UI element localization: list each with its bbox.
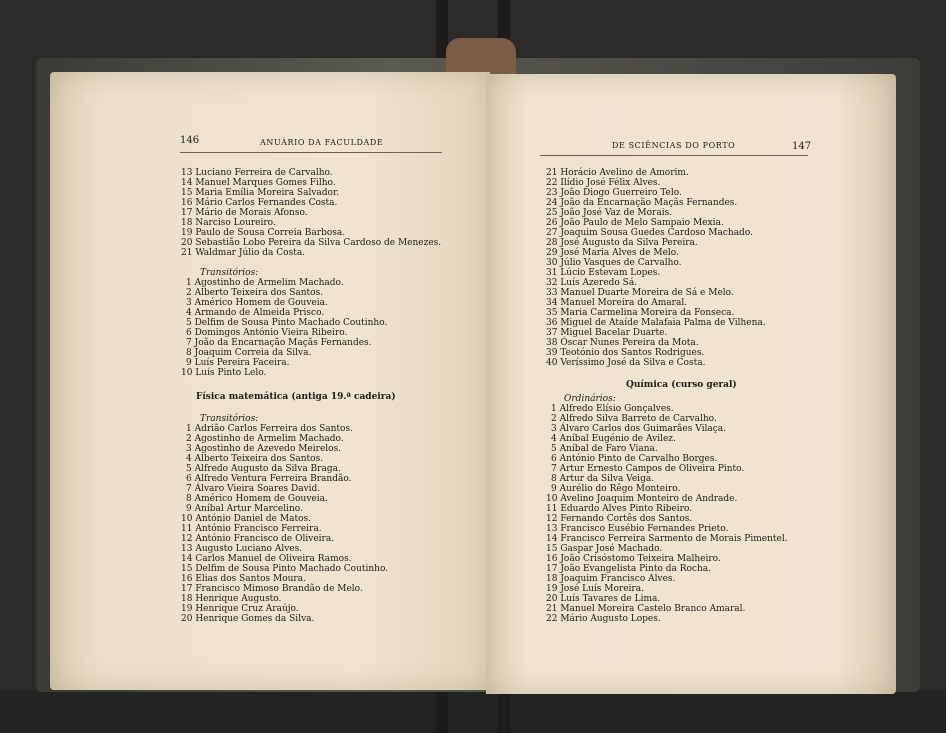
running-title: DE SCIÊNCIAS DO PORTO <box>612 141 736 150</box>
list-item: 5 Aníbal de Faro Viana. <box>551 444 658 454</box>
list-item: 10 António Daniel de Matos. <box>181 514 311 524</box>
list-item: 6 Alfredo Ventura Ferreira Brandão. <box>186 474 352 484</box>
list-item: 10 Avelino Joaquim Monteiro de Andrade. <box>546 494 738 504</box>
list-item: 8 Artur da Silva Veiga. <box>551 474 655 484</box>
list-item: 8 Américo Homem de Gouveia. <box>186 494 328 504</box>
list-item: 3 Álvaro Carlos dos Guimarães Vilaça. <box>551 424 726 434</box>
right-page <box>486 74 896 694</box>
list-item: 21 Manuel Moreira Castelo Branco Amaral. <box>546 604 746 614</box>
list-item: 4 Alberto Teixeira dos Santos. <box>186 454 324 464</box>
section-heading: Química (curso geral) <box>626 380 737 390</box>
list-item: 19 Henrique Cruz Araújo. <box>181 604 299 614</box>
list-item: 17 Mário de Morais Afonso. <box>181 208 308 218</box>
list-item: 37 Miguel Bacelar Duarte. <box>546 328 668 338</box>
list-item: 19 Paulo de Sousa Correia Barbosa. <box>181 228 346 238</box>
list-item: 36 Miguel de Ataíde Malafaia Palma de Vilhena. <box>546 318 766 328</box>
list-item: 8 Joaquim Correia da Silva. <box>186 348 312 358</box>
list-item: 19 José Luís Moreira. <box>546 584 644 594</box>
list-item: 4 Armando de Almeida Prisco. <box>186 308 325 318</box>
list-item: 18 Joaquim Francisco Alves. <box>546 574 676 584</box>
list-item: 39 Teotónio dos Santos Rodrigues. <box>546 348 705 358</box>
list-item: 2 Agostinho de Armelim Machado. <box>186 434 344 444</box>
list-item: 22 Mário Augusto Lopes. <box>546 614 661 624</box>
list-item: 10 Luís Pinto Lelo. <box>181 368 267 378</box>
page-number: 147 <box>792 141 812 152</box>
list-item: 9 Aurélio do Rêgo Monteiro. <box>551 484 681 494</box>
list-item: 40 Veríssimo José da Silva e Costa. <box>546 358 706 368</box>
list-item: 2 Alfredo Silva Barreto de Carvalho. <box>551 414 717 424</box>
list-item: 38 Óscar Nunes Pereira da Mota. <box>546 338 699 348</box>
list-item: 34 Manuel Moreira do Amaral. <box>546 298 688 308</box>
list-item: 12 António Francisco de Oliveira. <box>181 534 335 544</box>
left-page <box>50 72 490 690</box>
list-item: 11 Eduardo Alves Pinto Ribeiro. <box>546 504 693 514</box>
list-item: 18 Henrique Augusto. <box>181 594 282 604</box>
running-title: ANUÁRIO DA FACULDADE <box>260 138 384 147</box>
list-item: 20 Sebastião Lobo Pereira da Silva Cardoso de Menezes. <box>181 238 442 248</box>
list-item: 4 Aníbal Eugénio de Avilez. <box>551 434 676 444</box>
list-item: 1 Alfredo Elísio Gonçalves. <box>551 404 674 414</box>
page-number: 146 <box>180 135 200 146</box>
list-item: 16 Mário Carlos Fernandes Costa. <box>181 198 338 208</box>
list-item: 13 Luciano Ferreira de Carvalho. <box>181 168 333 178</box>
list-item: 28 José Augusto da Silva Pereira. <box>546 238 698 248</box>
list-item: 15 Delfim de Sousa Pinto Machado Coutinho. <box>181 564 389 574</box>
subsection-label: Transitórios: <box>200 268 259 278</box>
list-item: 14 Manuel Marques Gomes Filho. <box>181 178 336 188</box>
header-rule <box>180 152 442 153</box>
list-item: 1 Adrião Carlos Ferreira dos Santos. <box>186 424 353 434</box>
list-item: 12 Fernando Cortês dos Santos. <box>546 514 693 524</box>
list-item: 21 Waldmar Júlio da Costa. <box>181 248 306 258</box>
list-item: 2 Alberto Teixeira dos Santos. <box>186 288 324 298</box>
list-item: 14 Francisco Ferreira Sarmento de Morais Pimentel. <box>546 534 788 544</box>
list-item: 29 José Maria Alves de Melo. <box>546 248 679 258</box>
list-item: 15 Maria Emília Moreira Salvador. <box>181 188 340 198</box>
list-item: 7 Álvaro Vieira Soares David. <box>186 484 321 494</box>
list-item: 3 Agostinho de Azevedo Meirelos. <box>186 444 342 454</box>
list-item: 9 Aníbal Artur Marcelino. <box>186 504 303 514</box>
table-surface <box>0 690 946 733</box>
list-item: 31 Lúcio Estevam Lopes. <box>546 268 661 278</box>
list-item: 14 Carlos Manuel de Oliveira Ramos. <box>181 554 352 564</box>
list-item: 20 Luís Tavares de Lima. <box>546 594 661 604</box>
list-item: 6 Domingos António Vieira Ribeiro. <box>186 328 348 338</box>
list-item: 3 Américo Homem de Gouveia. <box>186 298 328 308</box>
list-item: 13 Francisco Eusébio Fernandes Prieto. <box>546 524 729 534</box>
list-item: 30 Júlio Vasques de Carvalho. <box>546 258 682 268</box>
list-item: 26 João Paulo de Melo Sampaio Mexia. <box>546 218 724 228</box>
list-item: 20 Henrique Gomes da Silva. <box>181 614 315 624</box>
subsection-label: Transitórios: <box>200 414 259 424</box>
list-item: 23 João Diogo Guerreiro Telo. <box>546 188 682 198</box>
list-item: 35 Maria Carmelina Moreira da Fonseca. <box>546 308 735 318</box>
header-rule <box>540 155 808 156</box>
list-item: 5 Delfim de Sousa Pinto Machado Coutinho. <box>186 318 388 328</box>
section-heading: Física matemática (antiga 19.ª cadeira) <box>196 392 396 402</box>
list-item: 27 Joaquim Sousa Guedes Cardoso Machado. <box>546 228 753 238</box>
list-item: 13 Augusto Luciano Alves. <box>181 544 303 554</box>
list-item: 18 Narciso Loureiro. <box>181 218 276 228</box>
list-item: 5 Alfredo Augusto da Silva Braga. <box>186 464 341 474</box>
list-item: 1 Agostinho de Armelim Machado. <box>186 278 344 288</box>
list-item: 21 Horácio Avelino de Amorim. <box>546 168 689 178</box>
list-item: 7 João da Encarnação Maçãs Fernandes. <box>186 338 372 348</box>
list-item: 9 Luís Pereira Faceira. <box>186 358 290 368</box>
list-item: 16 João Crisóstomo Teixeira Malheiro. <box>546 554 721 564</box>
list-item: 32 Luís Azeredo Sá. <box>546 278 638 288</box>
list-item: 6 António Pinto de Carvalho Borges. <box>551 454 718 464</box>
list-item: 17 João Evangelista Pinto da Rocha. <box>546 564 711 574</box>
subsection-label: Ordinários: <box>564 394 616 404</box>
list-item: 24 João da Encarnação Maçãs Fernandes. <box>546 198 738 208</box>
list-item: 7 Artur Ernesto Campos de Oliveira Pinto. <box>551 464 745 474</box>
list-item: 15 Gaspar José Machado. <box>546 544 663 554</box>
list-item: 33 Manuel Duarte Moreira de Sá e Melo. <box>546 288 734 298</box>
list-item: 11 António Francisco Ferreira. <box>181 524 322 534</box>
list-item: 22 Ilídio José Félix Alves. <box>546 178 661 188</box>
list-item: 25 João José Vaz de Morais. <box>546 208 673 218</box>
list-item: 16 Elias dos Santos Moura. <box>181 574 306 584</box>
list-item: 17 Francisco Mimoso Brandão de Melo. <box>181 584 363 594</box>
